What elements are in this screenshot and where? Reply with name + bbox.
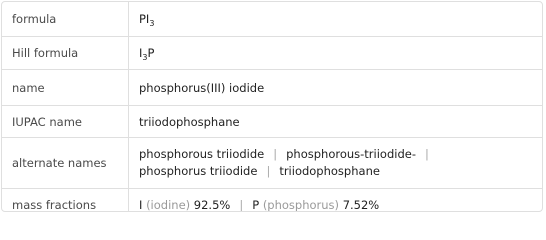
row-alternate-names — [2, 138, 542, 189]
alternate-name: phosphorous triiodide — [139, 147, 265, 161]
hill-formula-tail: P — [147, 46, 155, 60]
formula-label: formula — [2, 2, 129, 37]
name-value: phosphorus(III) iodide — [129, 70, 543, 106]
separator: | — [424, 147, 429, 161]
name-label: name — [2, 70, 129, 106]
hill-formula-label: Hill formula — [2, 37, 129, 70]
mass-fraction-element: (phosphorus) — [262, 197, 340, 212]
alternate-name: phosphorous-triiodide- — [286, 147, 416, 161]
alternate-names-label: alternate names — [2, 138, 129, 189]
alternate-name: triiodophosphane — [279, 164, 380, 178]
separator: | — [239, 197, 244, 212]
row-mass-fractions — [2, 189, 542, 213]
mass-fractions-value — [129, 189, 543, 213]
alternate-names-line-2 — [139, 163, 532, 180]
row-name — [2, 70, 542, 106]
mass-fraction-symbol: P — [252, 197, 260, 212]
row-hill-formula — [2, 37, 542, 70]
mass-fractions-label: mass fractions — [2, 189, 129, 213]
formula-value — [129, 2, 543, 37]
hill-formula-base: I — [139, 46, 143, 60]
alternate-names-line-1 — [139, 146, 532, 163]
alternate-names-value — [129, 138, 543, 189]
hill-formula-value — [129, 37, 543, 70]
separator: | — [266, 164, 271, 178]
formula-base: PI — [139, 12, 150, 26]
row-iupac-name — [2, 106, 542, 138]
properties-card — [1, 1, 543, 212]
formula-subscript: 3 — [149, 19, 155, 28]
mass-fraction-symbol: I — [139, 197, 143, 212]
separator: | — [273, 147, 278, 161]
iupac-name-label: IUPAC name — [2, 106, 129, 138]
iupac-name-value: triiodophosphane — [129, 106, 543, 138]
alternate-name: phosphorus triiodide — [139, 164, 258, 178]
mass-fraction-percent: 92.5% — [193, 197, 231, 212]
mass-fraction-percent: 7.52% — [342, 197, 380, 212]
hill-formula-subscript: 3 — [142, 53, 148, 62]
row-formula — [2, 2, 542, 37]
properties-table — [2, 2, 542, 212]
mass-fraction-element: (iodine) — [146, 197, 191, 212]
